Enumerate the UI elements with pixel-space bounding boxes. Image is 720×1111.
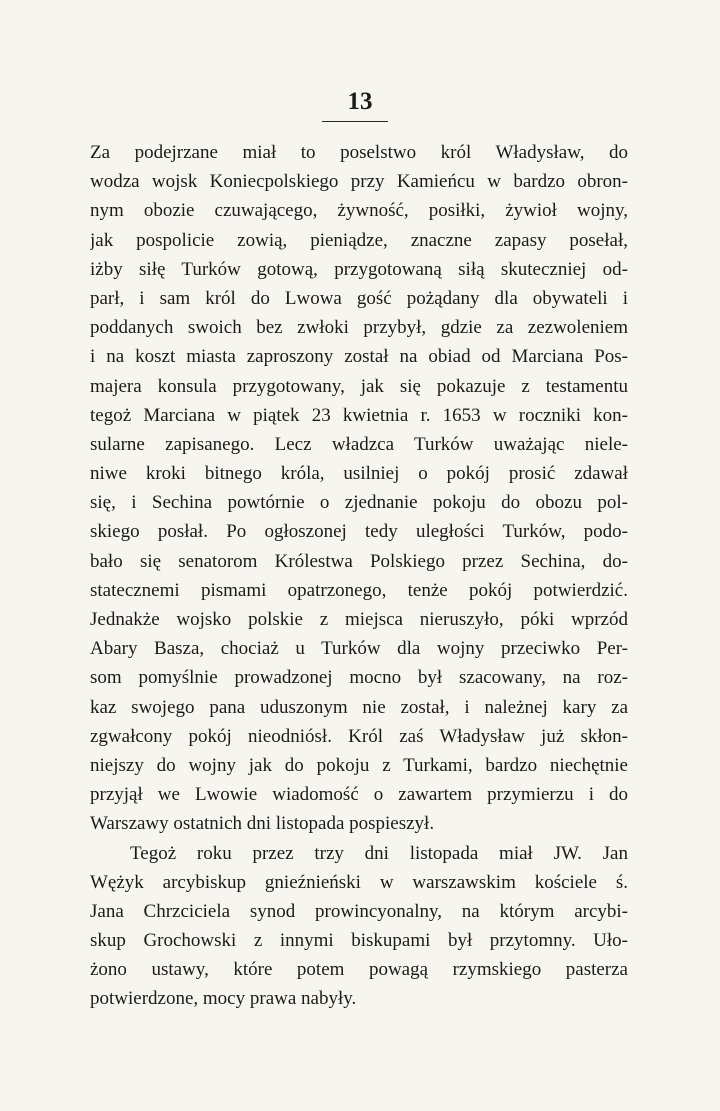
text-line: niwe kroki bitnego króla, usilniej o pokój prosić zdawał: [90, 463, 628, 485]
text-line: Warszawy ostatnich dni listopada pospieszył.: [90, 813, 435, 835]
body-text: [90, 138, 628, 1014]
text-line: sularne zapisanego. Lecz władzca Turków uważając niele-: [90, 433, 628, 455]
text-line: Tegoż roku przez trzy dni listopada miał JW. Jan: [130, 842, 628, 864]
text-line: Wężyk arcybiskup gnieźnieński w warszawskim kościele ś.: [90, 871, 628, 893]
text-line: kaz swojego pana uduszonym nie został, i należnej kary za: [90, 696, 628, 718]
text-line: som pomyślnie prowadzonej mocno był szacowany, na roz-: [90, 667, 628, 689]
text-line: Jednakże wojsko polskie z miejsca nieruszyło, póki wprzód: [90, 609, 628, 630]
text-line: iżby siłę Turków gotową, przygotowaną siłą skuteczniej od-: [90, 258, 628, 280]
text-line: się, i Sechina powtórnie o zjednanie pokoju do obozu pol-: [90, 492, 628, 514]
text-line: Jana Chrzciciela synod prowincyonalny, na którym arcybi-: [90, 900, 628, 922]
text-line: bało się senatorom Królestwa Polskiego przez Sechina, do-: [90, 550, 628, 572]
text-line: tegoż Marciana w piątek 23 kwietnia r. 1653 w roczniki kon-: [90, 404, 628, 426]
text-line: parł, i sam król do Lwowa gość pożądany dla obywateli i: [90, 287, 628, 309]
text-line: statecznemi pismami opatrzonego, tenże pokój potwierdzić.: [90, 579, 628, 601]
text-line: poddanych swoich bez zwłoki przybył, gdzie za zezwoleniem: [90, 317, 628, 339]
text-line: majera konsula przygotowany, jak się pokazuje z testamentu: [90, 375, 628, 397]
text-line: wodza wojsk Koniecpolskiego przy Kamieńcu w bardzo obron-: [90, 171, 628, 193]
text-line: żono ustawy, które potem powagą rzymskiego pasterza: [90, 959, 628, 981]
header-rule: [322, 121, 388, 122]
text-line: przyjął we Lwowie wiadomość o zawartem przymierzu i do: [90, 784, 628, 806]
text-line: nym obozie czuwającego, żywność, posiłki, żywioł wojny,: [90, 200, 628, 222]
text-line: i na koszt miasta zaproszony został na obiad od Marciana Pos-: [90, 346, 628, 368]
text-line: skiego posłał. Po ogłoszonej tedy uległości Turków, podo-: [90, 521, 628, 543]
text-line: Abary Basza, chociaż u Turków dla wojny przeciwko Per-: [90, 638, 628, 660]
text-line: potwierdzone, mocy prawa nabyły.: [90, 988, 357, 1010]
text-line: jak pospolicie zowią, pieniądze, znaczne zapasy posełał,: [90, 229, 628, 251]
text-line: Za podejrzane miał to poselstwo król Władysław, do: [90, 142, 628, 163]
page-number: 13: [347, 88, 373, 115]
text-line: niejszy do wojny jak do pokoju z Turkami, bardzo niechętnie: [90, 754, 628, 776]
text-line: skup Grochowski z innymi biskupami był przytomny. Uło-: [90, 930, 628, 952]
text-line: zgwałcony pokój nieodniósł. Król zaś Władysław już skłon-: [90, 725, 628, 747]
